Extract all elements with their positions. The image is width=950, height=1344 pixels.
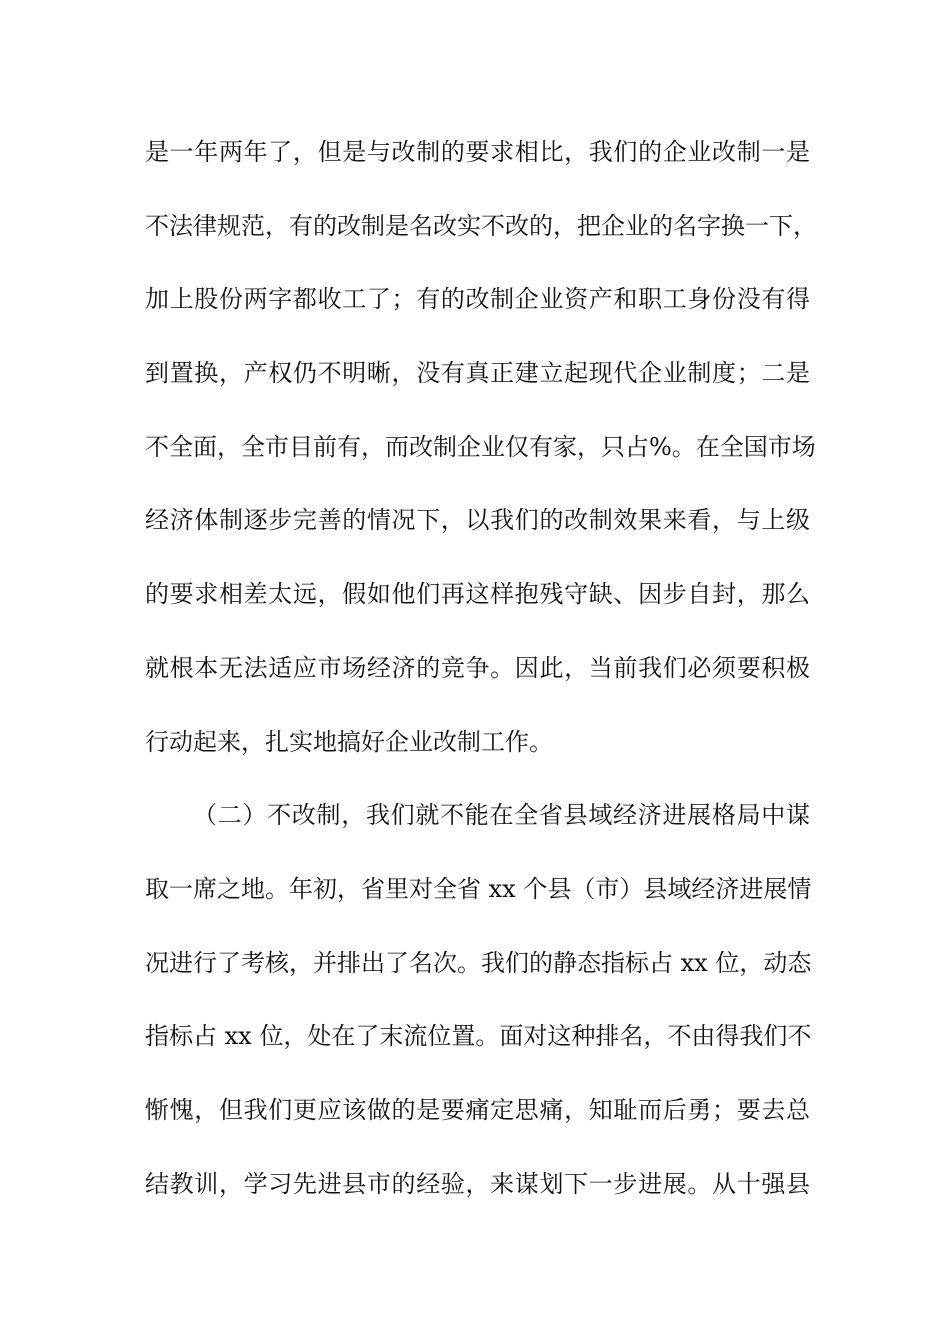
text-line-14: 惭愧，但我们更应该做的是要痛定思痛，知耻而后勇；要去总	[145, 1095, 810, 1124]
text-line-7: 的要求相差太远，假如他们再这样抱残守缺、因步自封，那么	[145, 580, 810, 609]
body-text	[145, 128, 817, 1233]
text-line-11: 取一席之地。年初，省里对全省 xx 个县（市）县域经济进展情	[145, 874, 812, 903]
text-line-3: 加上股份两字都收工了；有的改制企业资产和职工身份没有得	[145, 285, 810, 314]
text-line-2: 不法律规范，有的改制是名改实不改的，把企业的名字换一下，	[145, 211, 817, 240]
text-line-1: 是一年两年了，但是与改制的要求相比，我们的企业改制一是	[145, 138, 810, 166]
text-line-5: 不全面，全市目前有，而改制企业仅有家，只占%。在全国市场	[145, 432, 816, 461]
text-line-8: 就根本无法适应市场经济的竞争。因此，当前我们必须要积极	[145, 653, 810, 682]
text-line-4: 到置换，产权仍不明晰，没有真正建立起现代企业制度；二是	[145, 359, 810, 388]
text-line-13: 指标占 xx 位，处在了末流位置。面对这种排名，不由得我们不	[145, 1022, 812, 1051]
text-line-12: 况进行了考核，并排出了名次。我们的静态指标占 xx 位，动态	[145, 948, 812, 977]
text-line-6: 经济体制逐步完善的情况下，以我们的改制效果来看，与上级	[145, 506, 810, 535]
text-line-9: 行动起来，扎实地搞好企业改制工作。	[145, 727, 553, 756]
text-line-15: 结教训，学习先进县市的经验，来谋划下一步进展。从十强县	[145, 1169, 810, 1198]
text-line-10: （二）不改制，我们就不能在全省县域经济进展格局中谋	[193, 801, 810, 830]
